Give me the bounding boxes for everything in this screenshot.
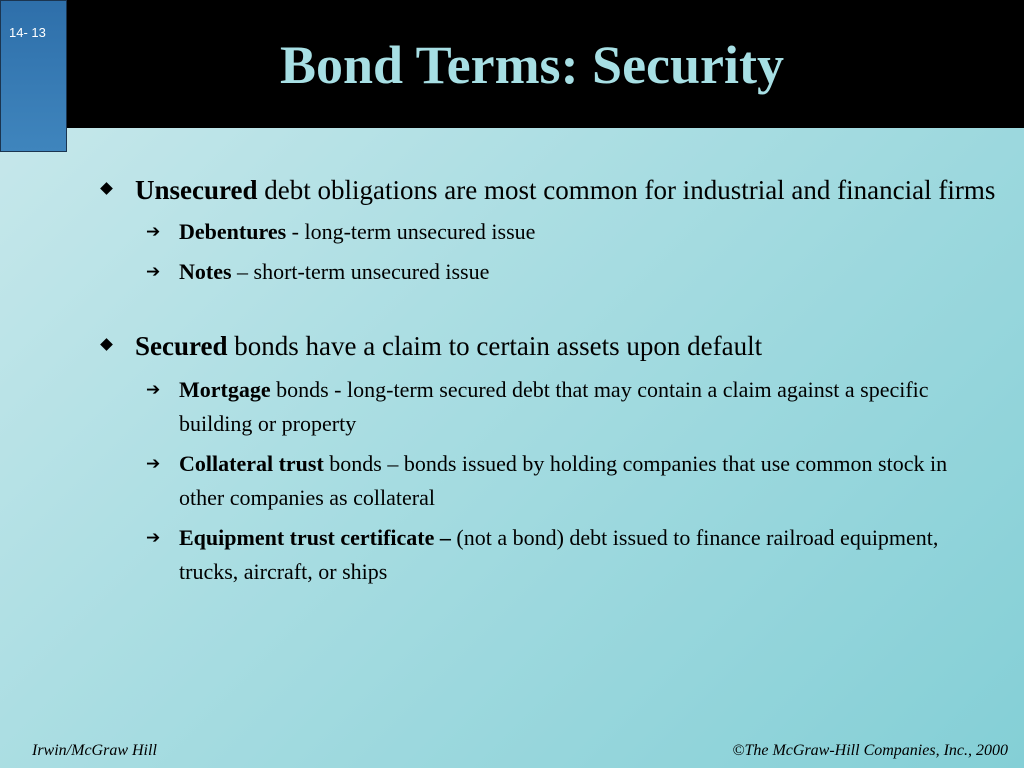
slide-title: Bond Terms: Security <box>279 35 785 95</box>
arrow-right-icon: ➔ <box>146 262 161 282</box>
footer-copyright: ©The McGraw-Hill Companies, Inc., 2000 <box>732 742 1008 759</box>
bullet-text: bonds have a claim to certain assets upon default <box>227 331 763 361</box>
subbullet-text: – short-term unsecured issue <box>231 259 490 284</box>
diamond-bullet-icon <box>100 182 113 195</box>
subbullet-text: bonds - long-term secured debt that may contain a claim against a specific building or property <box>179 377 929 436</box>
arrow-right-icon: ➔ <box>146 380 161 400</box>
slide-number: 14- 13 <box>9 25 46 40</box>
subbullet-collateral-trust <box>146 447 979 515</box>
bullet-bold-term: Secured <box>135 331 228 361</box>
subbullet-text: (not a bond) debt issued to finance railroad equipment, trucks, aircraft, or ships <box>179 525 939 584</box>
bullet-unsecured <box>97 170 997 211</box>
slide-content <box>97 170 997 589</box>
subbullet-equipment-trust <box>146 521 979 589</box>
bullet-bold-term: Unsecured <box>135 175 258 205</box>
subbullet-text: - long-term unsecured issue <box>286 219 536 244</box>
subbullet-bold-term: Notes <box>179 259 232 284</box>
arrow-right-icon: ➔ <box>146 528 161 548</box>
bullet-text: debt obligations are most common for industrial and financial firms <box>257 175 996 205</box>
subbullet-bold-term: Debentures <box>179 219 287 244</box>
subbullet-text: bonds – bonds issued by holding companies that use common stock in other companies as collateral <box>179 451 948 510</box>
arrow-right-icon: ➔ <box>146 222 161 242</box>
subbullet-mortgage <box>146 373 979 441</box>
bullet-secured <box>97 326 997 367</box>
arrow-right-icon: ➔ <box>146 454 161 474</box>
diamond-bullet-icon <box>100 338 113 351</box>
subbullet-bold-term: Mortgage <box>179 377 271 402</box>
subbullet-notes <box>146 255 979 289</box>
footer-publisher: Irwin/McGraw Hill <box>32 742 157 759</box>
subbullet-bold-term: Collateral trust <box>179 451 324 476</box>
subbullet-bold-term: Equipment trust certificate – <box>179 525 451 550</box>
subbullet-debentures <box>146 215 979 249</box>
